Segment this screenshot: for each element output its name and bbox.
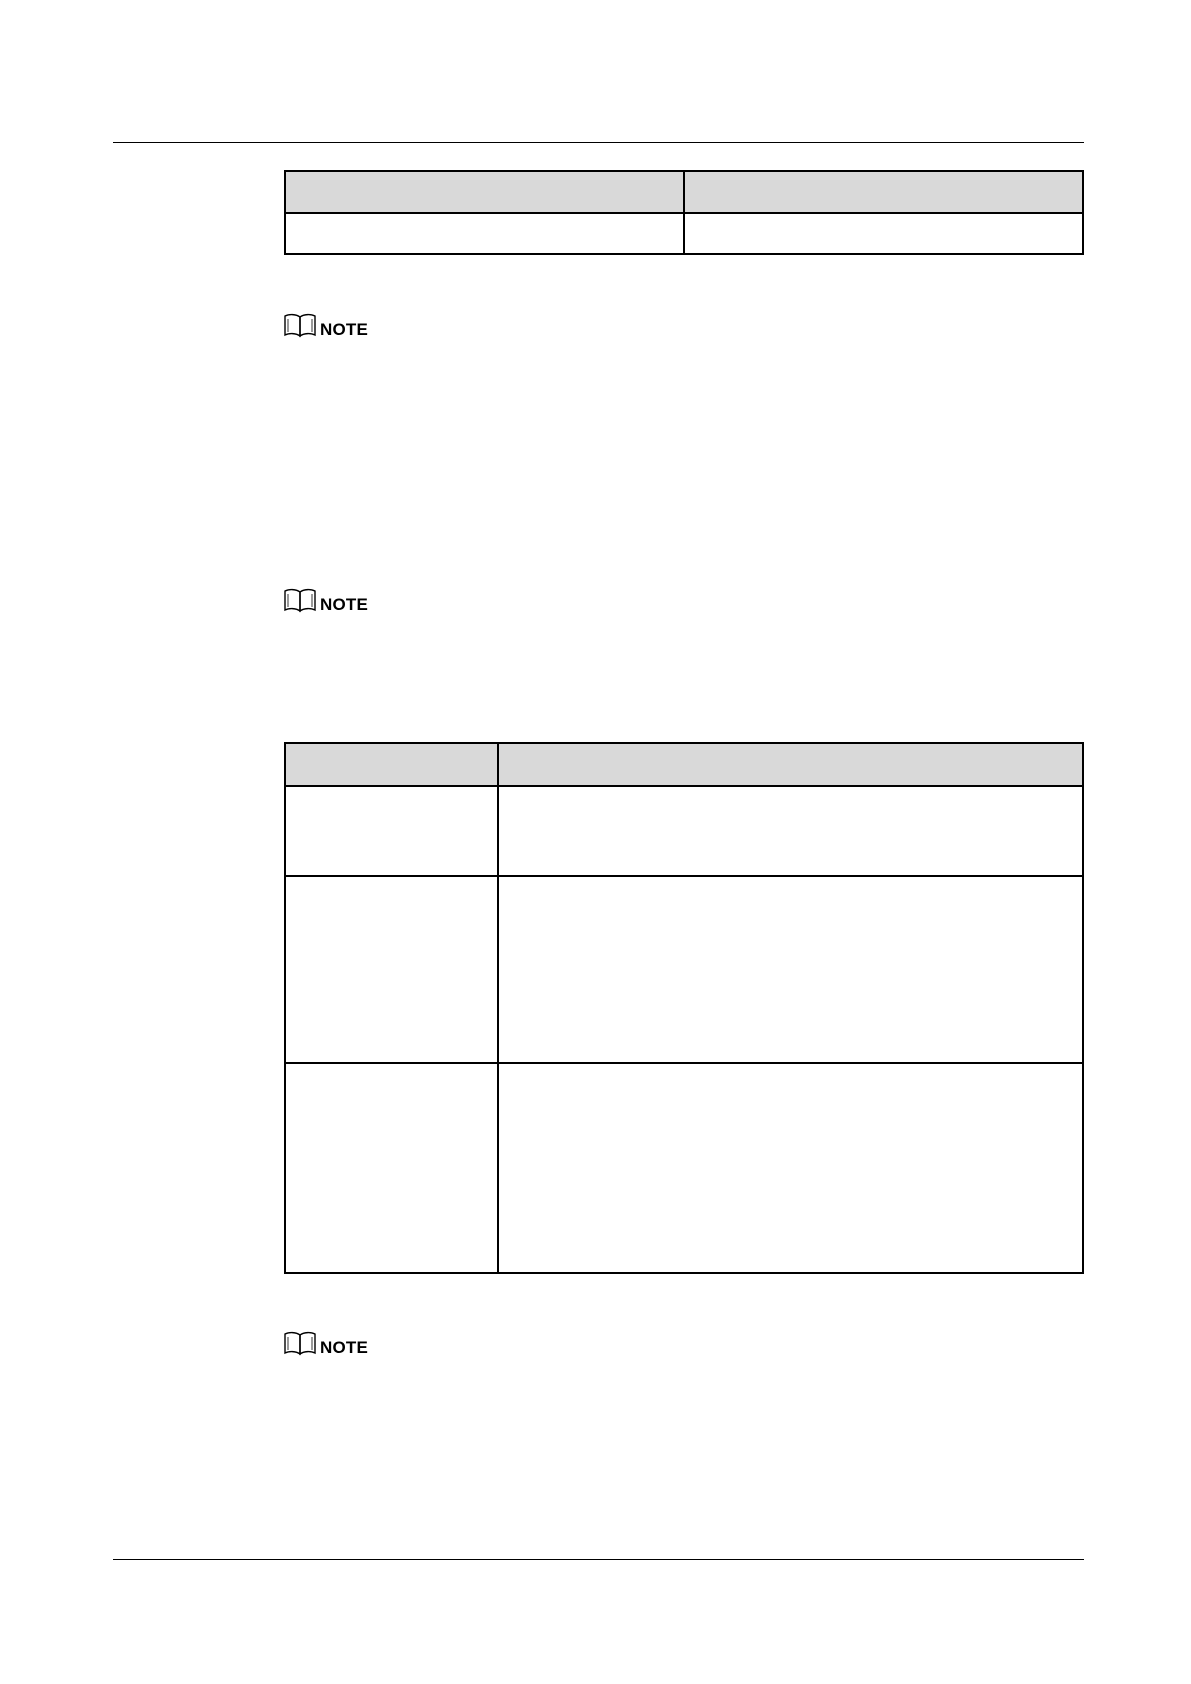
parameter-table-2 xyxy=(284,742,1084,1274)
note-callout xyxy=(284,588,368,613)
table-header-cell xyxy=(498,743,1083,786)
table-row xyxy=(285,1063,1083,1273)
table-header-row xyxy=(285,743,1083,786)
table-header-cell xyxy=(285,743,498,786)
note-label: NOTE xyxy=(320,594,369,614)
table-row xyxy=(285,213,1083,254)
table-cell xyxy=(498,876,1083,1063)
table-cell xyxy=(285,1063,498,1273)
header-rule xyxy=(113,142,1084,143)
table-cell xyxy=(498,1063,1083,1273)
book-icon xyxy=(284,1331,316,1356)
note-callout xyxy=(284,313,368,338)
table-cell xyxy=(285,786,498,876)
table-row xyxy=(285,786,1083,876)
table-cell xyxy=(285,213,684,254)
table-cell xyxy=(285,876,498,1063)
table-header-row xyxy=(285,171,1083,213)
book-icon xyxy=(284,313,316,338)
table-row xyxy=(285,876,1083,1063)
table-cell xyxy=(684,213,1083,254)
note-callout xyxy=(284,1331,368,1356)
table-cell xyxy=(498,786,1083,876)
note-label: NOTE xyxy=(320,1337,369,1357)
table-header-cell xyxy=(684,171,1083,213)
footer-rule xyxy=(113,1559,1084,1560)
note-label: NOTE xyxy=(320,319,369,339)
parameter-table-1 xyxy=(284,170,1084,255)
book-icon xyxy=(284,588,316,613)
table-header-cell xyxy=(285,171,684,213)
